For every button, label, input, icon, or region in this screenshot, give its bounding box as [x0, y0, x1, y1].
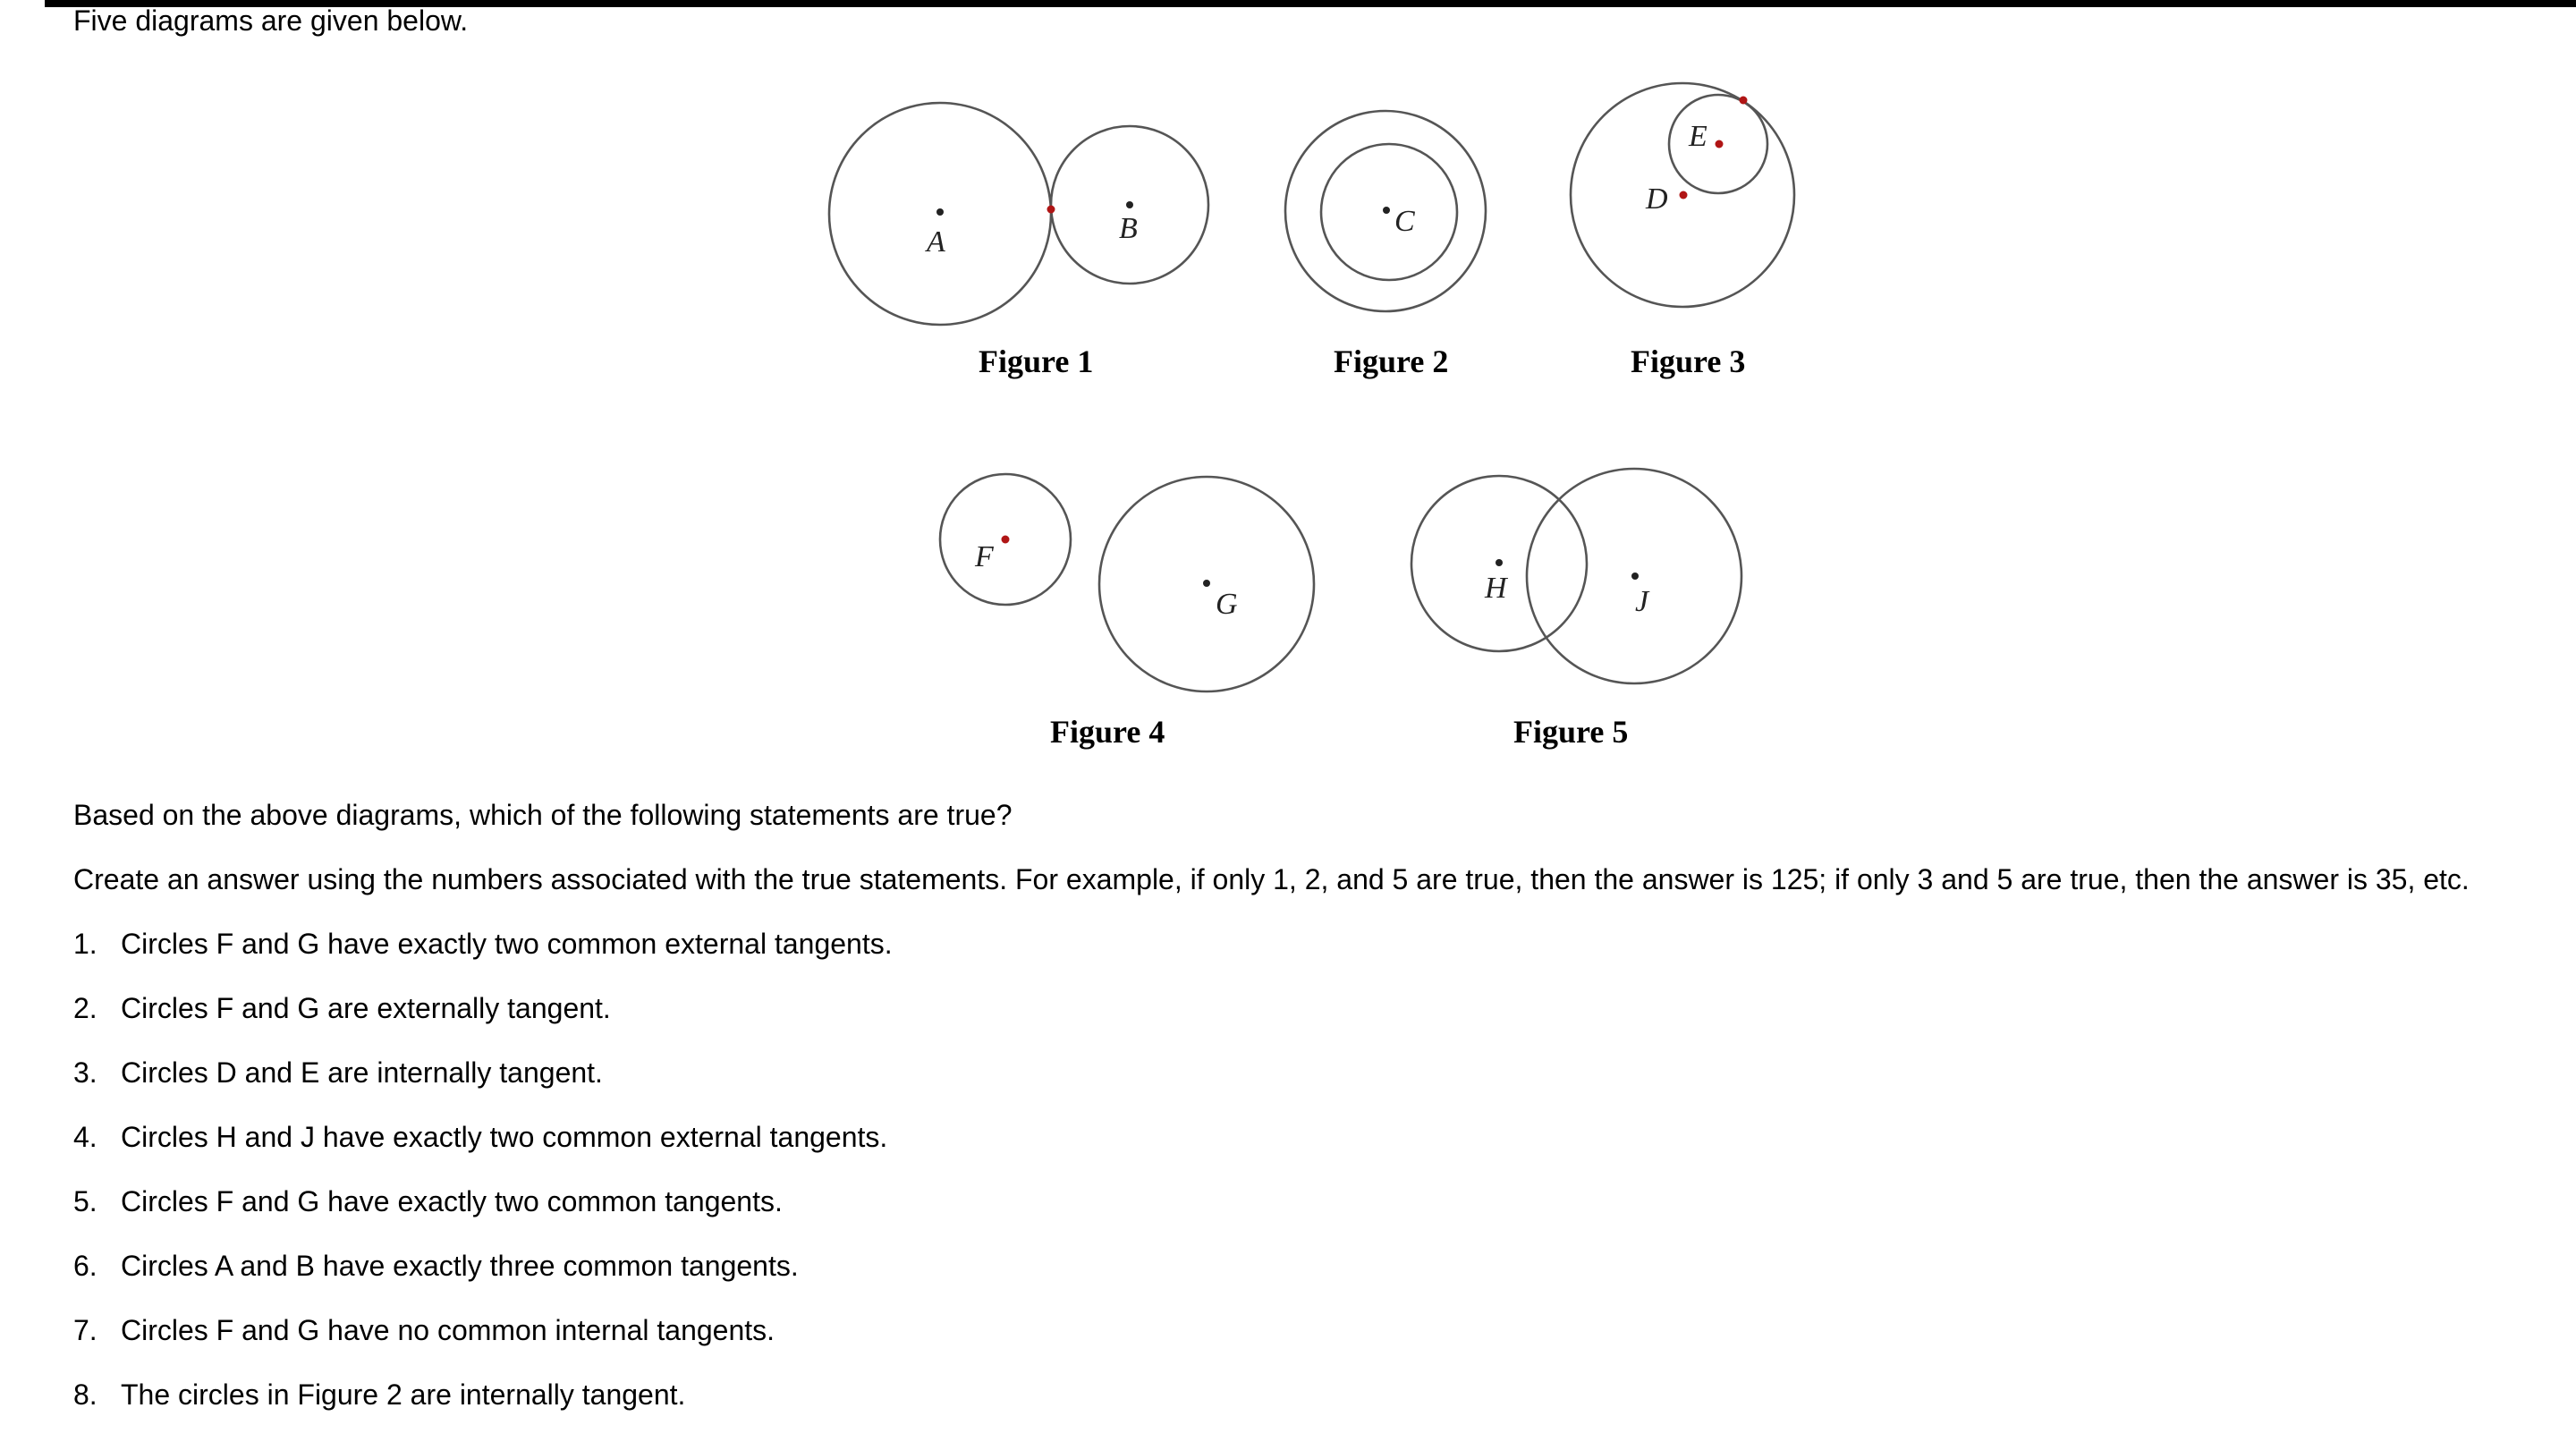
label-d: D [1646, 182, 1668, 216]
label-a: A [927, 225, 945, 259]
figure-5-caption: Figure 5 [1513, 714, 1629, 750]
statement-4 [73, 1120, 893, 1184]
statement-text: Circles F and G have exactly two common tangents. [121, 1185, 783, 1217]
question-prompt: Based on the above diagrams, which of the following statements are true? [73, 799, 1013, 831]
statement-number: 4. [73, 1121, 97, 1153]
statement-text: Circles F and G have exactly two common external tangents. [121, 928, 893, 960]
statement-number: 2. [73, 992, 97, 1024]
tangent-point-ab [1047, 206, 1055, 214]
statement-text: Circles F and G are externally tangent. [121, 992, 611, 1024]
statement-text: Circles H and J have exactly two common external tangents. [121, 1121, 888, 1153]
intro-text: Five diagrams are given below. [73, 4, 469, 37]
center-h-point [1496, 559, 1503, 566]
figure-3 [1571, 83, 1794, 379]
statement-text: Circles F and G have no common internal tangents. [121, 1314, 775, 1346]
label-j: J [1635, 585, 1649, 618]
statement-5 [73, 1184, 893, 1249]
label-e: E [1689, 120, 1707, 153]
center-j-point [1631, 573, 1639, 580]
statement-text: Circles A and B have exactly three common tangents. [121, 1250, 799, 1282]
question-instructions: Create an answer using the numbers associated with the true statements. For example, if only 1, 2, and 5 are true, then the answer is 125; if only 3 and 5 are true, then the answer is 35, etc. [73, 863, 2470, 895]
statement-8 [73, 1378, 893, 1442]
tangent-point-de [1740, 97, 1748, 105]
statement-2 [73, 991, 893, 1056]
label-b: B [1119, 212, 1138, 245]
figure-5 [1411, 469, 1741, 750]
figure-4 [940, 474, 1314, 750]
center-c-point [1383, 207, 1390, 214]
center-d-point [1680, 191, 1688, 199]
statement-6 [73, 1249, 893, 1313]
figure-3-caption: Figure 3 [1631, 344, 1746, 379]
statement-number: 3. [73, 1056, 97, 1089]
center-g-point [1203, 580, 1210, 587]
center-f-point [1002, 536, 1010, 544]
label-c: C [1394, 205, 1415, 238]
center-e-point [1716, 140, 1724, 148]
statement-1 [73, 927, 893, 991]
statement-list [73, 927, 893, 1442]
statement-7 [73, 1313, 893, 1378]
figure-1-caption: Figure 1 [979, 344, 1094, 379]
figure-1 [829, 103, 1208, 379]
figure-2-caption: Figure 2 [1334, 344, 1449, 379]
center-b-point [1126, 201, 1133, 208]
statement-3 [73, 1056, 893, 1120]
statement-number: 6. [73, 1250, 97, 1282]
label-g: G [1216, 588, 1238, 621]
statement-number: 7. [73, 1314, 97, 1346]
statement-number: 8. [73, 1378, 97, 1411]
statement-text: Circles D and E are internally tangent. [121, 1056, 603, 1089]
statement-number: 5. [73, 1185, 97, 1217]
label-f: F [975, 540, 994, 573]
statement-number: 1. [73, 928, 97, 960]
figure-2 [1285, 111, 1486, 379]
statement-text: The circles in Figure 2 are internally tangent. [121, 1378, 686, 1411]
label-h: H [1485, 572, 1507, 605]
figure-4-caption: Figure 4 [1050, 714, 1165, 750]
center-a-point [936, 208, 944, 216]
